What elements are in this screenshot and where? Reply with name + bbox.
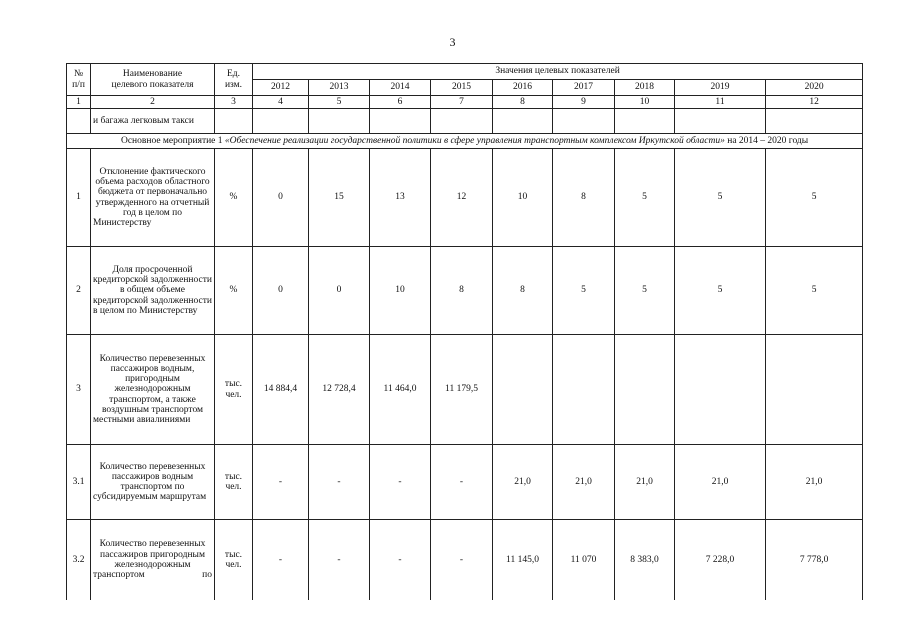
row-value-2013: - bbox=[309, 520, 370, 600]
row-value-2014: 13 bbox=[370, 149, 431, 247]
year-2014: 2014 bbox=[370, 80, 431, 96]
row-value-2017 bbox=[553, 335, 615, 445]
col-header-num-text: № п/п bbox=[72, 69, 85, 90]
col-header-unit-text: Ед. изм. bbox=[224, 69, 243, 90]
table-row bbox=[67, 445, 863, 520]
row-name: Количество перевезенных пассажиров пригородным железнодорожным транспортом по bbox=[91, 520, 215, 600]
row-value-2016: 21,0 bbox=[493, 445, 553, 520]
row-num: 3 bbox=[67, 335, 91, 445]
col-number: 3 bbox=[215, 96, 253, 109]
year-2016: 2016 bbox=[493, 80, 553, 96]
row-unit bbox=[215, 445, 253, 520]
year-2018: 2018 bbox=[615, 80, 675, 96]
col-number: 5 bbox=[309, 96, 370, 109]
row-value-2019: 7 228,0 bbox=[675, 520, 766, 600]
row-value-2015: - bbox=[431, 520, 493, 600]
row-value-2016 bbox=[493, 335, 553, 445]
row-num: 3.1 bbox=[67, 445, 91, 520]
year-2012: 2012 bbox=[253, 80, 309, 96]
row-name: Количество перевезенных пассажиров водным транспортом по субсидируемым маршрутам bbox=[91, 445, 215, 520]
target-indicators-table bbox=[66, 63, 863, 600]
row-value-2012: - bbox=[253, 445, 309, 520]
col-header-name bbox=[91, 64, 215, 96]
section-suffix: на 2014 – 2020 годы bbox=[724, 135, 809, 146]
row-unit bbox=[215, 520, 253, 600]
continuation-name: и багажа легковым такси bbox=[91, 109, 215, 134]
row-value-2016: 8 bbox=[493, 247, 553, 335]
row-value-2018: 21,0 bbox=[615, 445, 675, 520]
col-header-values: Значения целевых показателей bbox=[253, 64, 863, 80]
col-number: 11 bbox=[675, 96, 766, 109]
year-2015: 2015 bbox=[431, 80, 493, 96]
row-value-2015: 12 bbox=[431, 149, 493, 247]
row-value-2018: 5 bbox=[615, 149, 675, 247]
row-value-2014: 11 464,0 bbox=[370, 335, 431, 445]
row-value-2017: 21,0 bbox=[553, 445, 615, 520]
row-value-2020: 5 bbox=[766, 247, 863, 335]
cell-empty bbox=[67, 109, 91, 134]
col-number: 4 bbox=[253, 96, 309, 109]
year-2013: 2013 bbox=[309, 80, 370, 96]
row-value-2019: 5 bbox=[675, 247, 766, 335]
col-number: 1 bbox=[67, 96, 91, 109]
page-number: 3 bbox=[449, 35, 456, 49]
row-unit bbox=[215, 335, 253, 445]
row-num: 2 bbox=[67, 247, 91, 335]
header-row-1 bbox=[67, 64, 863, 80]
col-header-name-text: Наименование целевого показателя bbox=[111, 69, 194, 90]
row-value-2015: 8 bbox=[431, 247, 493, 335]
row-value-2020 bbox=[766, 335, 863, 445]
row-value-2018 bbox=[615, 335, 675, 445]
row-value-2020: 21,0 bbox=[766, 445, 863, 520]
row-value-2017: 11 070 bbox=[553, 520, 615, 600]
row-name: Отклонение фактического объема расходов областного бюджета от первоначально утвержденного на отчетный год в целом по Министерству bbox=[91, 149, 215, 247]
row-value-2012: 14 884,4 bbox=[253, 335, 309, 445]
row-name: Количество перевезенных пассажиров водным, пригородным железнодорожным транспортом, а также воздушным транспортом местными авиалиниями bbox=[91, 335, 215, 445]
row-value-2019 bbox=[675, 335, 766, 445]
row-unit: % bbox=[215, 247, 253, 335]
row-value-2012: 0 bbox=[253, 149, 309, 247]
table-row bbox=[67, 520, 863, 600]
row-value-2013: 0 bbox=[309, 247, 370, 335]
row-value-2019: 21,0 bbox=[675, 445, 766, 520]
row-value-2020: 7 778,0 bbox=[766, 520, 863, 600]
row-value-2012: - bbox=[253, 520, 309, 600]
row-value-2018: 5 bbox=[615, 247, 675, 335]
row-unit: % bbox=[215, 149, 253, 247]
row-value-2015: - bbox=[431, 445, 493, 520]
row-unit-text: тыс. чел. bbox=[224, 379, 243, 400]
row-value-2019: 5 bbox=[675, 149, 766, 247]
row-num: 1 bbox=[67, 149, 91, 247]
col-number: 12 bbox=[766, 96, 863, 109]
col-number: 9 bbox=[553, 96, 615, 109]
row-name: Доля просроченной кредиторской задолженности в общем объеме кредиторской задолженности в целом по Министерству bbox=[91, 247, 215, 335]
row-unit-text: тыс. чел. bbox=[224, 549, 243, 570]
col-number: 2 bbox=[91, 96, 215, 109]
continuation-row bbox=[67, 109, 863, 134]
col-number: 6 bbox=[370, 96, 431, 109]
row-value-2012: 0 bbox=[253, 247, 309, 335]
row-value-2017: 8 bbox=[553, 149, 615, 247]
row-value-2016: 10 bbox=[493, 149, 553, 247]
col-number: 10 bbox=[615, 96, 675, 109]
column-number-row bbox=[67, 96, 863, 109]
row-value-2013: 12 728,4 bbox=[309, 335, 370, 445]
col-header-unit bbox=[215, 64, 253, 96]
section-title bbox=[67, 134, 863, 149]
row-value-2013: 15 bbox=[309, 149, 370, 247]
col-number: 7 bbox=[431, 96, 493, 109]
row-num: 3.2 bbox=[67, 520, 91, 600]
section-prefix: Основное мероприятие 1 bbox=[120, 135, 225, 146]
row-value-2017: 5 bbox=[553, 247, 615, 335]
row-value-2020: 5 bbox=[766, 149, 863, 247]
col-header-num bbox=[67, 64, 91, 96]
row-value-2014: 10 bbox=[370, 247, 431, 335]
section-row bbox=[67, 134, 863, 149]
section-italic: «Обеспечение реализации государственной политики в сфере управления транспортным комплексом Иркутской области» bbox=[224, 135, 725, 146]
row-value-2016: 11 145,0 bbox=[493, 520, 553, 600]
row-value-2015: 11 179,5 bbox=[431, 335, 493, 445]
row-value-2014: - bbox=[370, 520, 431, 600]
row-unit-text: тыс. чел. bbox=[224, 471, 243, 492]
year-2017: 2017 bbox=[553, 80, 615, 96]
row-value-2013: - bbox=[309, 445, 370, 520]
table-row bbox=[67, 247, 863, 335]
year-2019: 2019 bbox=[675, 80, 766, 96]
table-row bbox=[67, 149, 863, 247]
cell-empty bbox=[215, 109, 253, 134]
table-row bbox=[67, 335, 863, 445]
col-number: 8 bbox=[493, 96, 553, 109]
year-2020: 2020 bbox=[766, 80, 863, 96]
row-value-2018: 8 383,0 bbox=[615, 520, 675, 600]
row-value-2014: - bbox=[370, 445, 431, 520]
